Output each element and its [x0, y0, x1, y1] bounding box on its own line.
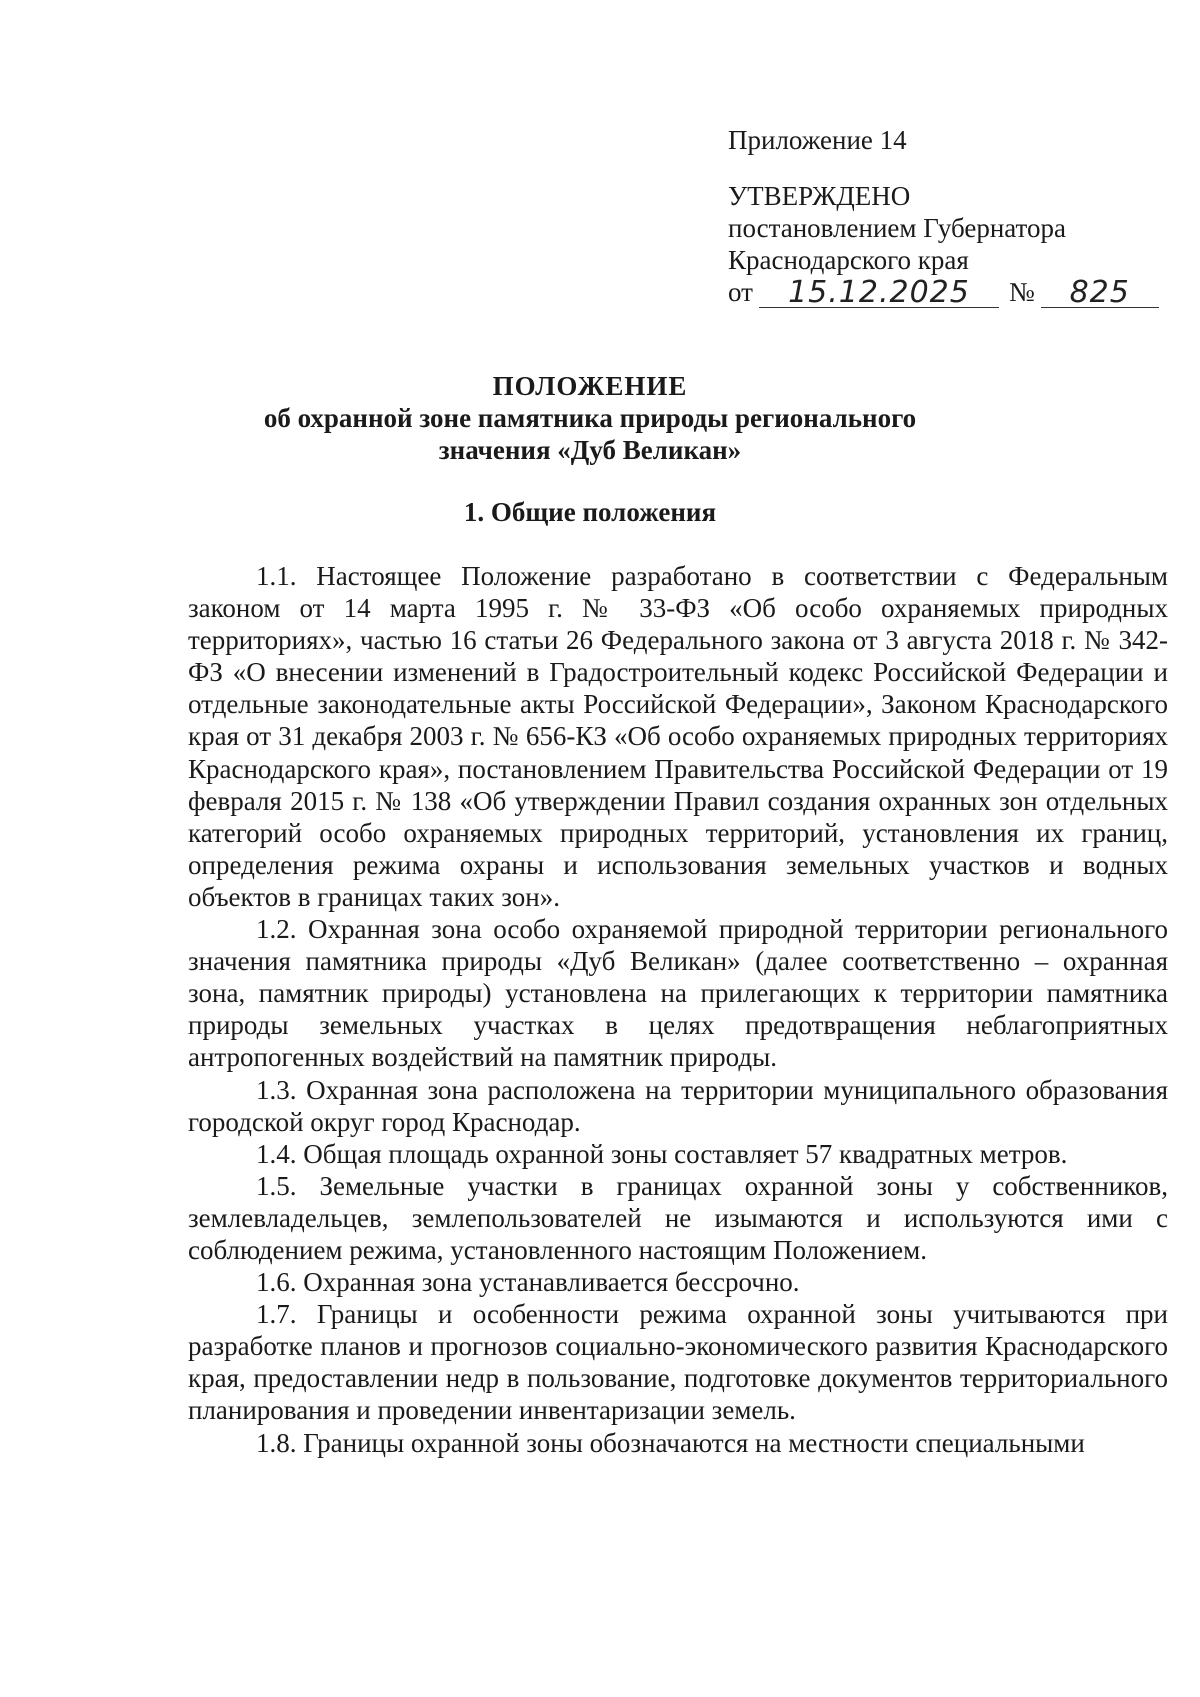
handwritten-date: 15.12.2025	[759, 279, 999, 308]
paragraph-1-4: 1.4. Общая площадь охранной зоны составляет 57 квадратных метров.	[256, 1138, 1068, 1169]
document-heading	[190, 370, 990, 466]
paragraph-1-2: 1.2. Охранная зона особо охраняемой природной территории регионального значения памятника природы «Дуб Великан» (далее соответственно – охранная зона, памятник природы) установлена на прилегающих к территории памятника природы земельных участках в целях предотвращения неблагоприятных антропогенных воздействий на памятник природы.	[188, 914, 1168, 1073]
annex-label: Приложение 14	[728, 125, 907, 155]
date-prefix: от	[728, 277, 753, 307]
document-title: ПОЛОЖЕНИЕ	[492, 371, 688, 401]
paragraph-1-6: 1.6. Охранная зона устанавливается бессрочно.	[256, 1267, 800, 1298]
handwritten-number: 825	[1041, 279, 1159, 308]
number-label: №	[1008, 277, 1035, 307]
approved-stamp-text: УТВЕРЖДЕНО	[728, 181, 911, 211]
date-number-line	[728, 276, 1168, 308]
section-title: 1. Общие положения	[463, 497, 717, 527]
approval-block	[728, 124, 1168, 308]
paragraph-1-5: 1.5. Земельные участки в границах охранной зоны у собственников, землевладельцев, землепользователей не изымаются и используются ими с соблюдением режима, установленного настоящим Положением.	[188, 1170, 1168, 1265]
paragraph-1-1: 1.1. Настоящее Положение разработано в соответствии с Федеральным законом от 14 марта 1995 г. № 33-ФЗ «Об особо охраняемых природных территориях», частью 16 статьи 26 Федерального закона от 3 августа 2018 г. № 342-ФЗ «О внесении изменений в Градостроительный кодекс Российской Федерации и отдельные законодательные акты Российской Федерации», Законом Краснодарского края от 31 декабря 2003 г. № 656-КЗ «Об особо охраняемых природных территориях Краснодарского края», постановлением Правительства Российской Федерации от 19 февраля 2015 г. № 138 «Об утверждении Правил создания охранных зон отдельных категорий особо охраняемых природных территорий, установления их границ, определения режима охраны и использования земельных участков и водных объектов в границах таких зон».	[188, 561, 1168, 912]
region-line: Краснодарского края	[728, 245, 969, 275]
document-subtitle-line-2: значения «Дуб Великан»	[438, 435, 742, 465]
paragraph-1-8: 1.8. Границы охранной зоны обозначаются на местности специальными	[256, 1427, 1085, 1458]
paragraph-1-7: 1.7. Границы и особенности режима охранной зоны учитываются при разработке планов и прогнозов социально-экономического развития Краснодарского края, предоставлении недр в пользование, подготовке документов территориального планирования и проведении инвентаризации земель.	[188, 1299, 1168, 1426]
document-subtitle-line-1: об охранной зоне памятника природы регионального	[263, 403, 917, 433]
paragraph-1-3: 1.3. Охранная зона расположена на территории муниципального образования городской округ город Краснодар.	[188, 1074, 1168, 1137]
body-text	[188, 560, 1168, 1459]
approved-by-line: постановлением Губернатора	[728, 213, 1066, 243]
